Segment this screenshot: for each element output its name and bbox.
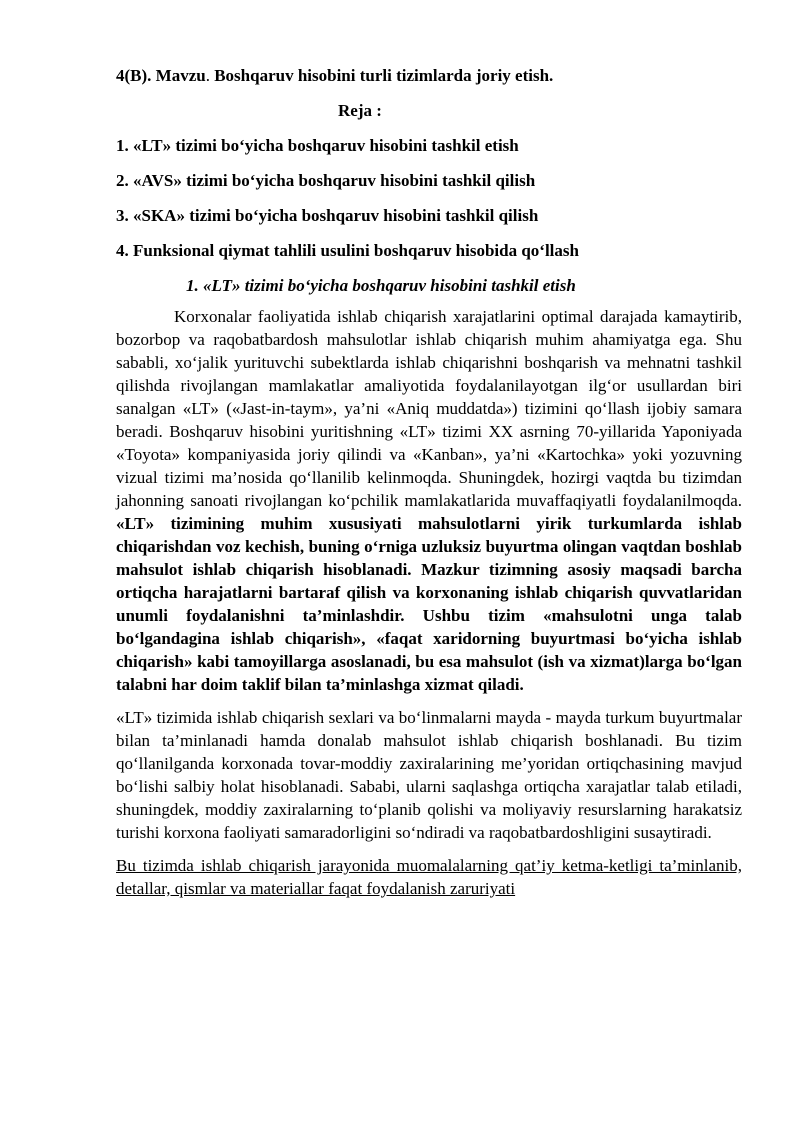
plan-title: Reja :: [338, 101, 382, 120]
paragraph-1: [116, 305, 742, 696]
topic-prefix: 4(B). Mavzu: [116, 66, 206, 85]
paragraph-2: «LT» tizimida ishlab chiqarish sexlari va bo‘linmalarni mayda - mayda turkum buyurtmalar bilan ta’minlanadi hamda donalab mahsulot ishlab chiqarish boshlanadi. Bu tizim qo‘llanilganda korxonada tovar-moddiy zaxiralarining me’yoridan ortiqchasining mavjud bo‘lishi salbiy holat hisoblanadi. Sababi, ularni saqlashga ortiqcha xarajatlar talab etiladi, shuningdek, moddiy zaxiralarning to‘planib qolishi va moliyaviy resurslarning harakatsiz turishi korxona faoliyati samaradorligini so‘ndiradi va raqobatbardoshligini susaytiradi.: [116, 708, 742, 842]
topic-dot: .: [205, 66, 210, 85]
section-title: 1. «LT» tizimi bo‘yicha boshqaruv hisobini tashkil etish: [186, 276, 576, 295]
plan-item-1: 1. «LT» tizimi bo‘yicha boshqaruv hisobini tashkil etish: [116, 136, 519, 155]
topic-heading: [116, 64, 742, 87]
plan-item-4: 4. Funksional qiymat tahlili usulini boshqaruv hisobida qo‘llash: [116, 241, 579, 260]
paragraph-1-bold-text: «LT» tizimining muhim xususiyati mahsulotlarni yirik turkumlarda ishlab chiqarishdan voz kechish, buning o‘rniga uzluksiz buyurtma olingan vaqtdan boshlab mahsulot ishlab chiqarish hisoblanadi. Mazkur tizimning asosiy maqsadi barcha ortiqcha harajatlarni bartaraf qilish va korxonaning ishlab chiqarish quvvatlaridan unumli foydalanishni ta’minlashdir. Ushbu tizim «mahsulotni unga talab bo‘lgandagina ishlab chiqarish», «faqat xaridorning buyurtmasi bo‘yicha ishlab chiqarish» kabi tamoyillarga asoslanadi, bu esa mahsulot (ish va xizmat)larga bo‘lgan talabni har doim taklif bilan ta’minlashga xizmat qiladi.: [116, 514, 742, 694]
paragraph-1-text: Korxonalar faoliyatida ishlab chiqarish xarajatlarini optimal darajada kamaytirib, bozorbop va raqobatbardosh mahsulotlar ishlab chiqarish muhim ahamiyatga ega. Shu sababli, xo‘jalik yurituvchi subektlarda ishlab chiqarishni boshqarish va mehnatni tashkil qilishda rivojlangan mamlakatlar amaliyotida foydalanilayotgan ilg‘or usullardan biri sanalgan «LT» («Jast-in-taym», ya’ni «Aniq muddatda») tizimini qo‘llash ijobiy samara beradi. Boshqaruv hisobini yuritishning «LT» tizimi XX asrning 70-yillarida Yaponiyada «Toyota» kompaniyasida joriy qilindi va «Kanban», ya’ni «Kartochka» yoki yozuvning vizual tizimi ma’nosida qo‘llanilib kelinmoqda. Shuningdek, hozirgi vaqtda bu tizimdan jahonning sanoati rivojlangan ko‘pchilik mamlakatlarida muvaffaqiyatli foydalanilmoqda.: [116, 307, 742, 510]
paragraph-3: Bu tizimda ishlab chiqarish jarayonida muomalalarning qat’iy ketma-ketligi ta’minlanib, detallar, qismlar va materiallar faqat foydalanish zaruriyati: [116, 856, 742, 898]
plan-item-2: 2. «AVS» tizimi bo‘yicha boshqaruv hisobini tashkil qilish: [116, 171, 536, 190]
topic-title: Boshqaruv hisobini turli tizimlarda joriy etish.: [209, 66, 554, 85]
plan-item-3: 3. «SKA» tizimi bo‘yicha boshqaruv hisobini tashkil qilish: [116, 206, 539, 225]
